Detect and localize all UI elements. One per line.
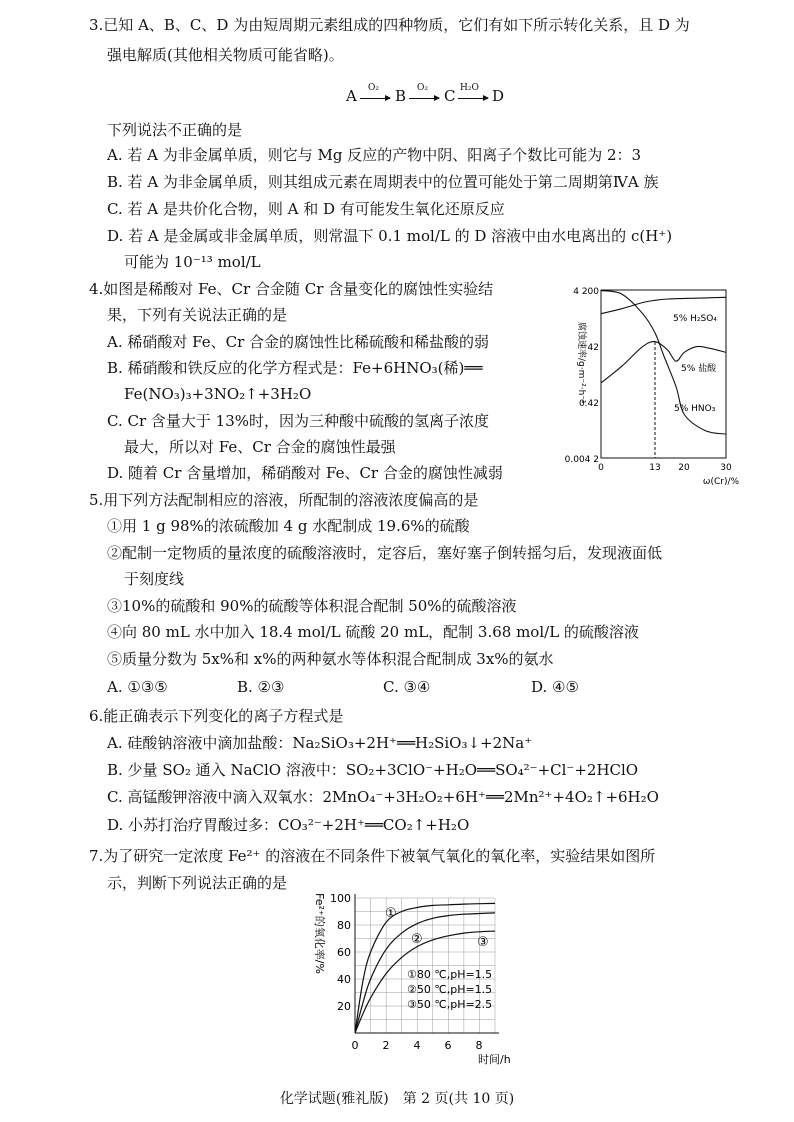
chart2-ylabel: Fe²⁺的氧化率/%	[313, 893, 326, 974]
chain-r1: O₂	[368, 83, 379, 93]
q6-option-b: B. 少量 SO₂ 通入 NaClO 溶液中：SO₂+3ClO⁻+H₂O══SO₄²⁻+Cl⁻+2HClO	[107, 761, 639, 779]
chart2-ytick-80: 80	[337, 919, 351, 932]
q3-option-d-line2: 可能为 10⁻¹³ mol/L	[124, 253, 261, 271]
q4-option-c-line1: C. Cr 含量大于 13%时，因为三种酸中硫酸的氢离子浓度	[107, 412, 490, 430]
q5-item-3: ③10%的硫酸和 90%的硫酸等体积混合配制 50%的硫酸溶液	[107, 597, 517, 615]
page-footer: 化学试题(雅礼版) 第 2 页(共 10 页)	[279, 1091, 515, 1107]
chart1-label-hcl: 5% 盐酸	[681, 364, 717, 374]
chart1-xtick-30: 30	[720, 463, 732, 473]
q3-ask: 下列说法不正确的是	[107, 121, 243, 139]
chart1-ytick-4200: 4 200	[573, 287, 599, 297]
chain-b: B	[395, 87, 407, 105]
q3-stem-line2: 强电解质(其他相关物质可能省略)。	[107, 46, 344, 64]
q6-stem: 6.能正确表示下列变化的离子方程式是	[89, 707, 344, 725]
chart2-legend-3: ③50 ℃,pH=2.5	[407, 998, 493, 1011]
q5-option-d: D. ④⑤	[531, 678, 579, 696]
q5-item-4: ④向 80 mL 水中加入 18.4 mol/L 硫酸 20 mL，配制 3.68 mol/L 的硫酸溶液	[107, 623, 639, 641]
chart1-label-h2so4: 5% H₂SO₄	[673, 314, 717, 324]
q3-option-a: A. 若 A 为非金属单质，则它与 Mg 反应的产物中阴、阳离子个数比可能为 2：3	[107, 146, 642, 164]
chart2-ytick-40: 40	[337, 973, 351, 986]
chart2-xtick-0: 0	[351, 1039, 359, 1052]
q3-option-c: C. 若 A 是共价化合物，则 A 和 D 有可能发生氧化还原反应	[107, 200, 505, 218]
chart2-ytick-60: 60	[337, 946, 351, 959]
chain-r2: O₂	[417, 83, 428, 93]
q3-option-b: B. 若 A 为非金属单质，则其组成元素在周期表中的位置可能处于第二周期第ⅣA 族	[107, 173, 659, 191]
chart1-xtick-13: 13	[649, 463, 661, 473]
chart1-ytick-0.42: 0.42	[578, 399, 599, 409]
q4-option-b-line2: Fe(NO₃)₃+3NO₂↑+3H₂O	[124, 385, 312, 403]
q5-item-1: ①用 1 g 98%的浓硫酸加 4 g 水配制成 19.6%的硫酸	[107, 517, 470, 535]
q6-option-d: D. 小苏打治疗胃酸过多：CO₃²⁻+2H⁺══CO₂↑+H₂O	[107, 816, 470, 834]
fe2-oxidation-chart	[300, 885, 530, 1070]
chart1-ytick-0.0042: 0.004 2	[565, 455, 599, 465]
q5-option-b: B. ②③	[237, 678, 285, 696]
chart2-legend-2: ②50 ℃,pH=1.5	[407, 983, 493, 996]
chart2-xtick-8: 8	[475, 1039, 483, 1052]
q5-option-a: A. ①③⑤	[107, 678, 168, 696]
chart2-mark-2: ②	[411, 932, 423, 947]
chart2-legend-1: ①80 ℃,pH=1.5	[407, 968, 493, 981]
chart2-ytick-20: 20	[337, 1000, 351, 1013]
chain-a: A	[346, 87, 357, 105]
chart1-ytick-42: 42	[587, 343, 599, 353]
q4-option-d: D. 随着 Cr 含量增加，稀硝酸对 Fe、Cr 合金的腐蚀性减弱	[107, 464, 503, 482]
q5-stem: 5.用下列方法配制相应的溶液，所配制的溶液浓度偏高的是	[89, 491, 479, 509]
chart1-series-h2so4	[601, 297, 726, 313]
q3-conversion-chain	[346, 85, 506, 109]
chart2-mark-1: ①	[385, 906, 397, 921]
q7-stem-line1: 7.为了研究一定浓度 Fe²⁺ 的溶液在不同条件下被氧气氧化的氧化率，实验结果如图所	[89, 847, 656, 865]
chart2-xtick-6: 6	[444, 1039, 452, 1052]
q5-item-5: ⑤质量分数为 5x%和 x%的两种氨水等体积混合配制成 3x%的氨水	[107, 650, 554, 668]
chain-c: C	[444, 87, 456, 105]
q5-item-2-line2: 于刻度线	[124, 570, 185, 588]
chart2-xtick-2: 2	[382, 1039, 390, 1052]
chain-r3: H₂O	[460, 83, 479, 93]
q5-option-c: C. ③④	[383, 678, 431, 696]
chart1-xtick-20: 20	[678, 463, 690, 473]
corrosion-rate-chart	[565, 280, 760, 490]
chart1-label-hno3: 5% HNO₃	[674, 404, 716, 414]
q5-item-2-line1: ②配制一定物质的量浓度的硫酸溶液时，定容后，塞好塞子倒转摇匀后，发现液面低	[107, 544, 663, 562]
q4-option-c-line2: 最大，所以对 Fe、Cr 合金的腐蚀性最强	[124, 438, 396, 456]
chart2-ytick-100: 100	[330, 892, 351, 905]
q3-option-d-line1: D. 若 A 是金属或非金属单质，则常温下 0.1 mol/L 的 D 溶液中由水电离出的 c(H⁺)	[107, 227, 673, 245]
chart1-xtick-0: 0	[598, 463, 604, 473]
q3-stem-line1: 3.已知 A、B、C、D 为由短周期元素组成的四种物质，它们有如下所示转化关系，且 D 为	[89, 16, 690, 34]
q4-stem-line2: 果，下列有关说法正确的是	[107, 306, 288, 324]
chart1-series-hcl	[601, 342, 726, 383]
chart2-xtick-4: 4	[413, 1039, 421, 1052]
q4-option-a: A. 稀硝酸对 Fe、Cr 合金的腐蚀性比稀硫酸和稀盐酸的弱	[107, 333, 490, 351]
q4-stem-line1: 4.如图是稀酸对 Fe、Cr 合金随 Cr 含量变化的腐蚀性实验结	[89, 280, 494, 298]
q6-option-a: A. 硅酸钠溶液中滴加盐酸：Na₂SiO₃+2H⁺══H₂SiO₃↓+2Na⁺	[107, 734, 533, 752]
chart2-xlabel: 时间/h	[478, 1053, 511, 1066]
chain-d: D	[492, 87, 505, 105]
q4-option-b-line1: B. 稀硝酸和铁反应的化学方程式是：Fe+6HNO₃(稀)══	[107, 359, 483, 377]
q6-option-c: C. 高锰酸钾溶液中滴入双氧水：2MnO₄⁻+3H₂O₂+6H⁺══2Mn²⁺+4O₂↑+6H₂O	[107, 788, 659, 806]
q7-stem-line2: 示，判断下列说法正确的是	[107, 874, 288, 892]
chart2-mark-3: ③	[477, 935, 489, 950]
chart2-grid	[355, 894, 499, 1033]
chart1-ylabel: 腐蚀速率/g·m⁻²·h⁻¹	[576, 322, 586, 404]
chart1-xlabel: ω(Cr)/%	[702, 477, 740, 487]
